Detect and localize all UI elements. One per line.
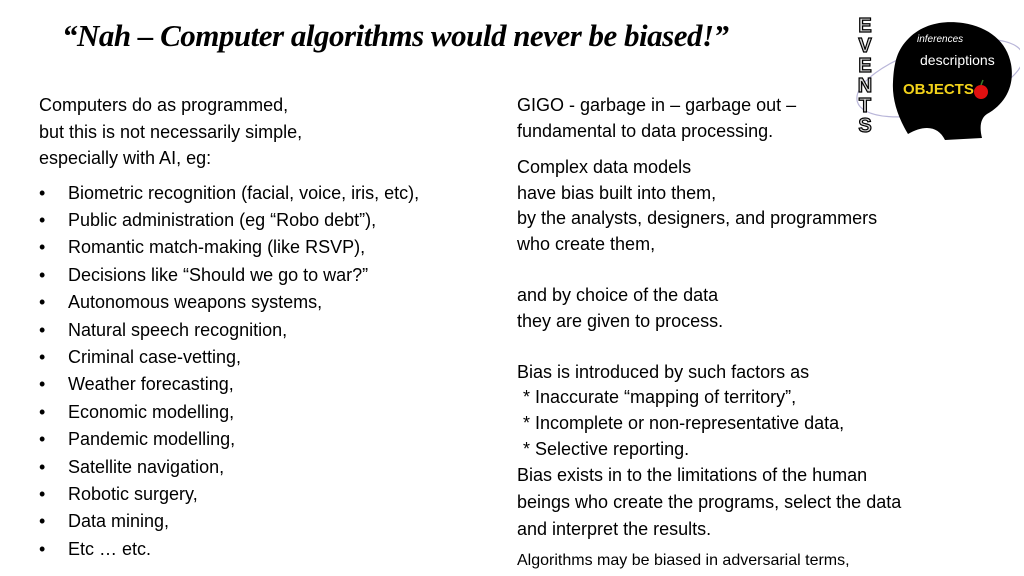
text-line: fundamental to data processing. xyxy=(517,121,774,141)
text-line: beings who create the programs, select the data xyxy=(517,492,902,512)
list-item: • Criminal case-vetting, xyxy=(39,344,509,371)
descriptions-label: descriptions xyxy=(920,52,995,68)
limitations-text xyxy=(517,462,901,543)
blank-line xyxy=(517,257,877,283)
bias-factor: * Inaccurate “mapping of territory”, xyxy=(523,387,797,408)
events-letter: N xyxy=(857,75,873,97)
events-letter: E xyxy=(858,15,872,37)
text-line: and interpret the results. xyxy=(517,519,712,539)
bias-factor: * Incomplete or non-representative data, xyxy=(523,412,845,433)
inferences-label: inferences xyxy=(917,34,964,45)
events-letters xyxy=(858,15,873,137)
list-item: • Robotic surgery, xyxy=(39,481,509,508)
text-line: Bias is introduced by such factors as xyxy=(517,361,810,382)
list-item: • Weather forecasting, xyxy=(39,371,509,398)
events-letter: S xyxy=(858,115,872,137)
list-item: • Decisions like “Should we go to war?” xyxy=(39,262,509,289)
intro-text xyxy=(39,92,509,172)
events-letter: T xyxy=(858,95,872,117)
intro-line: Computers do as programmed, xyxy=(39,95,289,115)
text-line: who create them, xyxy=(517,233,656,254)
list-item: • Autonomous weapons systems, xyxy=(39,289,509,316)
list-item: • Romantic match-making (like RSVP), xyxy=(39,234,509,261)
text-line: they are given to process. xyxy=(517,310,724,331)
list-item: • Satellite navigation, xyxy=(39,454,509,481)
events-letter: V xyxy=(858,35,872,57)
text-line: Bias exists in to the limitations of the human xyxy=(517,465,868,485)
events-letter: E xyxy=(858,55,872,77)
gigo-text xyxy=(517,92,796,144)
list-item: • Economic modelling, xyxy=(39,399,509,426)
adversarial-text: Algorithms may be biased in adversarial terms, xyxy=(517,552,850,569)
data-models-text xyxy=(517,155,877,462)
text-line: GIGO - garbage in – garbage out – xyxy=(517,95,797,115)
text-line: have bias built into them, xyxy=(517,182,717,203)
events-objects-logo-icon xyxy=(845,12,1020,142)
blank-line xyxy=(517,334,877,360)
list-item: • Biometric recognition (facial, voice, iris, etc), xyxy=(39,180,509,207)
list-item: • Public administration (eg “Robo debt”), xyxy=(39,207,509,234)
text-line: and by choice of the data xyxy=(517,284,719,305)
example-list xyxy=(39,180,509,564)
list-item: • Natural speech recognition, xyxy=(39,317,509,344)
left-column xyxy=(39,92,509,563)
intro-line: especially with AI, eg: xyxy=(39,148,212,168)
bias-factor: * Selective reporting. xyxy=(523,438,690,459)
list-item: • Pandemic modelling, xyxy=(39,426,509,453)
list-item: • Etc … etc. xyxy=(39,536,509,563)
list-item: • Data mining, xyxy=(39,508,509,535)
intro-line: but this is not necessarily simple, xyxy=(39,121,303,142)
text-line: by the analysts, designers, and programmers xyxy=(517,208,878,229)
text-line: Complex data models xyxy=(517,157,692,177)
slide-title: “Nah – Computer algorithms would never be biased!” xyxy=(62,18,729,53)
apple-icon xyxy=(974,85,988,99)
objects-label: OBJECTS xyxy=(903,81,974,98)
